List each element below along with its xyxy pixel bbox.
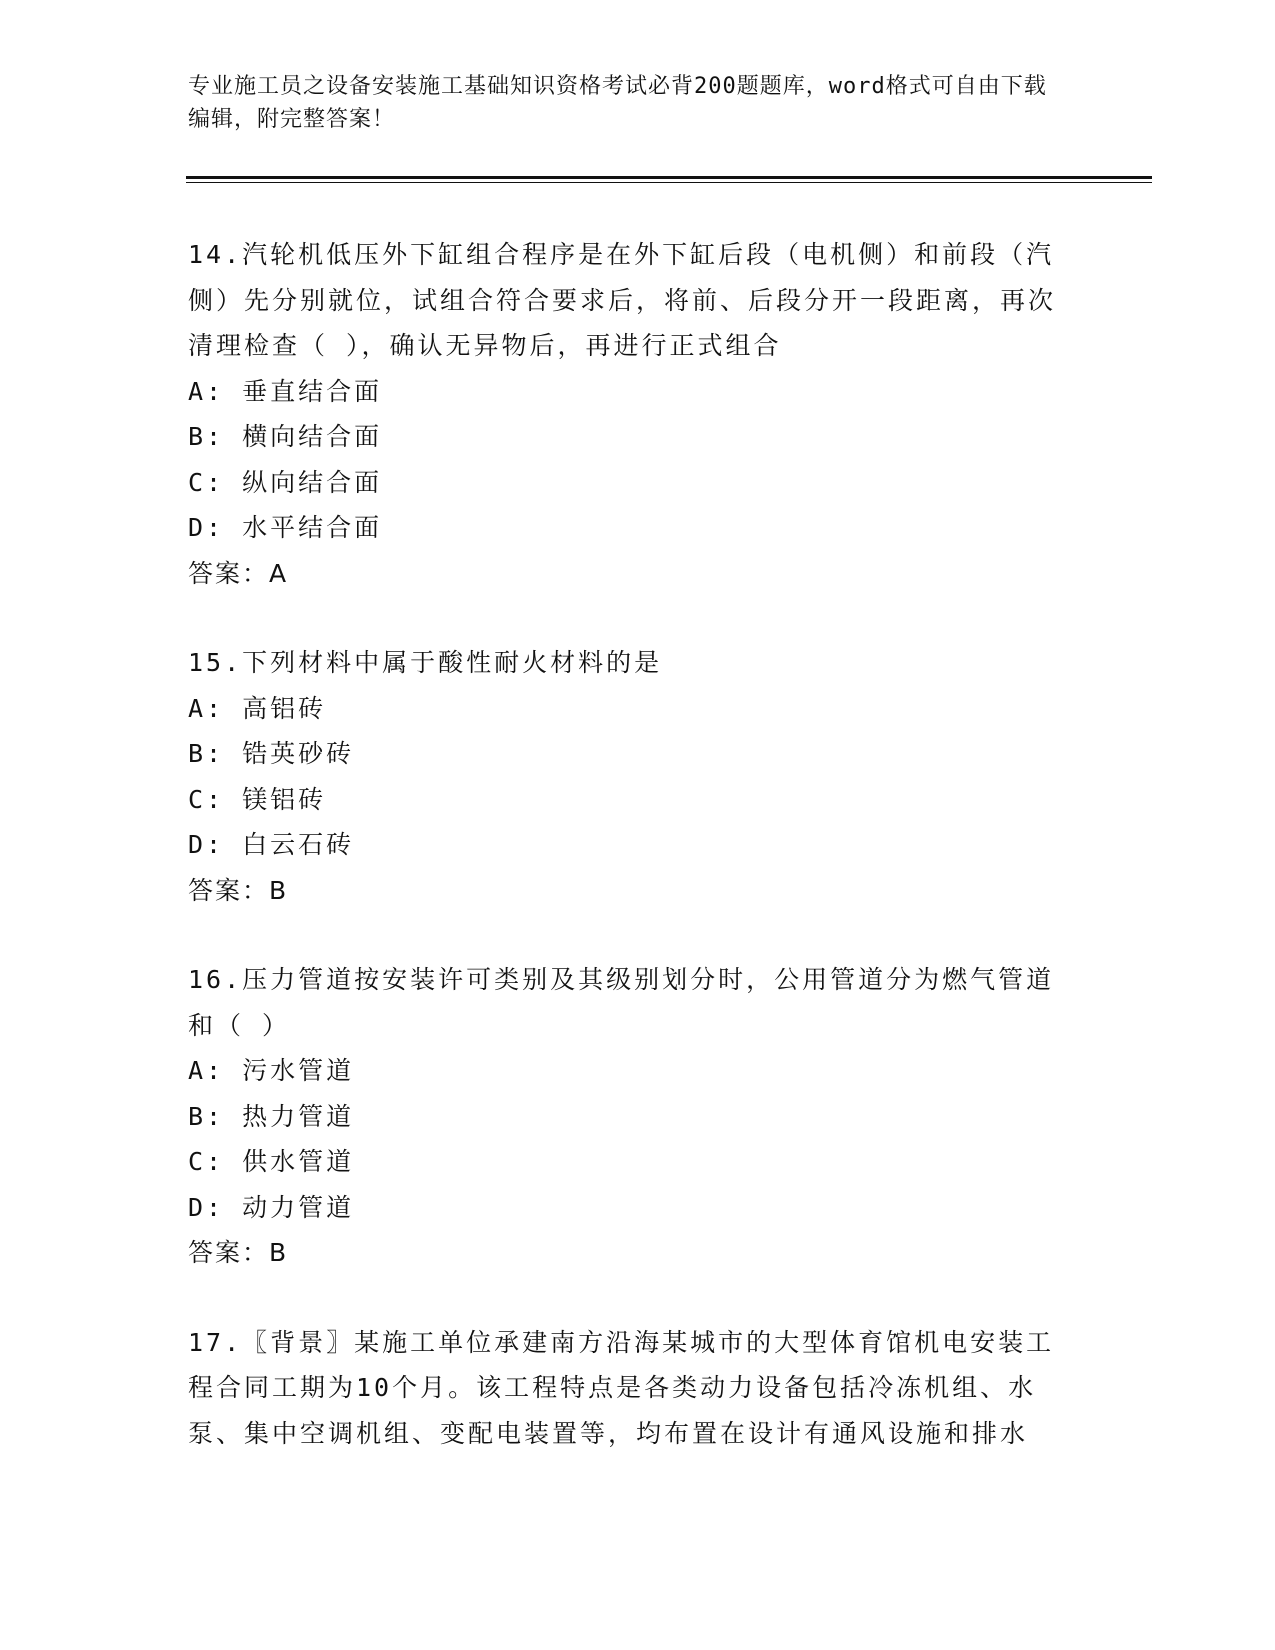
question-text: 16.压力管道按安装许可类别及其级别划分时，公用管道分为燃气管道和（ ） [188,965,1055,1040]
answer: 答案：B [188,1238,289,1267]
question-text: 15.下列材料中属于酸性耐火材料的是 [188,648,663,677]
option-c: C: 供水管道 [188,1147,355,1176]
option-d: D: 动力管道 [188,1192,355,1222]
question-spacer [188,596,1078,640]
option-a: A: 垂直结合面 [188,376,383,406]
question-text: 14.汽轮机低压外下缸组合程序是在外下缸后段（电机侧）和前段（汽侧）先分别就位，试组合符合要求后，将前、后段分开一段距离，再次清理检查（ ），确认无异物后，再进行正式组合 [188,240,1057,360]
question-15 [188,640,1078,913]
option-c: C: 镁铝砖 [188,784,327,814]
answer: 答案：B [188,875,289,905]
option-a: A: 高铝砖 [188,693,327,723]
option-c: C: 纵向结合面 [188,467,383,497]
question-14 [188,232,1078,596]
header-divider-thin [186,182,1152,183]
question-spacer [188,913,1078,957]
option-d: D: 白云石砖 [188,830,355,859]
header-divider [186,176,1152,179]
question-spacer [188,1276,1078,1320]
question-17 [188,1320,1078,1457]
answer: 答案：A [188,558,289,588]
question-list [188,232,1078,1456]
option-b: B: 横向结合面 [188,422,383,451]
option-d: D: 水平结合面 [188,513,383,542]
document-header: 专业施工员之设备安装施工基础知识资格考试必背200题题库，word格式可自由下载编辑，附完整答案！ [188,74,1047,132]
question-16 [188,957,1078,1276]
option-a: A: 污水管道 [188,1056,355,1085]
option-b: B: 热力管道 [188,1101,355,1131]
question-text: 17.〖背景〗某施工单位承建南方沿海某城市的大型体育馆机电安装工程合同工期为10个月。该工程特点是各类动力设备包括冷冻机组、水泵、集中空调机组、变配电装置等，均布置在设计有通风设施和排水 [188,1327,1055,1448]
option-b: B: 锆英砂砖 [188,739,355,768]
